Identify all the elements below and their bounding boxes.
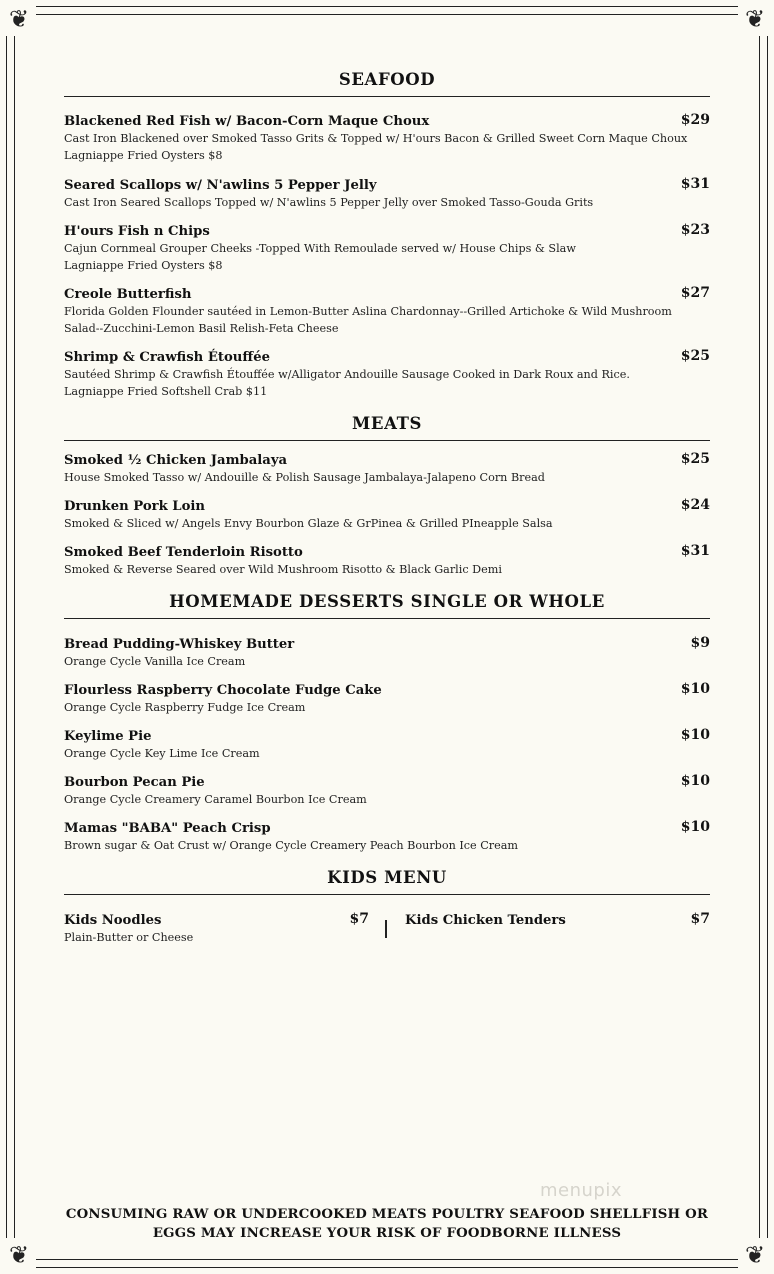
item-description: Plain-Butter or Cheese (64, 931, 194, 944)
item-description: Brown sugar & Oat Crust w/ Orange Cycle Creamery Peach Bourbon Ice Cream (64, 839, 519, 852)
item-description: Orange Cycle Vanilla Ice Cream (64, 655, 246, 668)
section-rule (64, 894, 710, 895)
menu-item (64, 110, 710, 164)
item-name: Smoked Beef Tenderloin Risotto (64, 545, 303, 560)
item-description: Smoked & Reverse Seared over Wild Mushroom Risotto & Black Garlic Demi (64, 563, 502, 576)
item-price: $31 (680, 176, 710, 192)
item-price: $25 (680, 451, 710, 467)
corner-flourish-icon: ❦ (2, 2, 36, 36)
menu-item (64, 633, 710, 670)
item-name: Bread Pudding-Whiskey Butter (64, 637, 295, 652)
food-safety-disclaimer (64, 1205, 710, 1243)
corner-flourish-icon: ❦ (2, 1238, 36, 1272)
item-price: $27 (680, 285, 710, 301)
disclaimer-line: CONSUMING RAW OR UNDERCOOKED MEATS POULTRY SEAFOOD SHELLFISH OR (65, 1207, 709, 1222)
disclaimer-line: EGGS MAY INCREASE YOUR RISK OF FOODBORNE ILLNESS (152, 1226, 622, 1241)
item-addon: Lagniappe Fried Oysters $8 (64, 259, 223, 272)
item-price: $25 (680, 348, 710, 364)
section-rule (64, 440, 710, 441)
menu-item (64, 346, 710, 400)
section-title-seafood: SEAFOOD (338, 70, 436, 89)
item-price: $24 (680, 497, 710, 513)
item-price: $29 (680, 112, 710, 128)
item-description: Cajun Cornmeal Grouper Cheeks -Topped With Remoulade served w/ House Chips & Slaw (64, 242, 576, 255)
item-description: House Smoked Tasso w/ Andouille & Polish Sausage Jambalaya-Jalapeno Corn Bread (64, 471, 545, 484)
item-description: Orange Cycle Key Lime Ice Cream (64, 747, 260, 760)
item-name: Smoked ½ Chicken Jambalaya (64, 453, 288, 468)
section-title-desserts: HOMEMADE DESSERTS SINGLE OR WHOLE (169, 592, 605, 611)
item-price: $10 (680, 727, 710, 743)
item-name: Creole Butterfish (64, 287, 192, 302)
menu-item (64, 541, 710, 578)
corner-flourish-icon: ❦ (738, 1238, 772, 1272)
menu-item (64, 220, 710, 274)
item-price: $31 (680, 543, 710, 559)
section-rule (64, 618, 710, 619)
item-price: $23 (680, 222, 710, 238)
item-name: Drunken Pork Loin (64, 499, 205, 514)
column-divider (385, 920, 387, 938)
menu-item (64, 283, 710, 337)
item-price: $10 (680, 819, 710, 835)
item-description: Sautéed Shrimp & Crawfish Étouffée w/Alligator Andouille Sausage Cooked in Dark Roux and Rice. (64, 368, 630, 381)
menu-item (64, 771, 710, 808)
item-description: Smoked & Sliced w/ Angels Envy Bourbon Glaze & GrPinea & Grilled PIneapple Salsa (64, 517, 553, 530)
item-name: Keylime Pie (64, 729, 152, 744)
item-name: Kids Noodles (64, 913, 162, 928)
section-title-kids: KIDS MENU (327, 868, 447, 887)
section-title-meats: MEATS (352, 414, 422, 433)
item-price: $10 (680, 773, 710, 789)
item-description: Cast Iron Blackened over Smoked Tasso Grits & Topped w/ H'ours Bacon & Grilled Sweet Corn Maque Choux (64, 132, 688, 145)
corner-flourish-icon: ❦ (738, 2, 772, 36)
menu-item (405, 909, 710, 929)
item-name: Seared Scallops w/ N'awlins 5 Pepper Jelly (64, 178, 377, 193)
item-description-continued: Salad--Zucchini-Lemon Basil Relish-Feta Cheese (64, 322, 339, 335)
item-description: Orange Cycle Raspberry Fudge Ice Cream (64, 701, 306, 714)
item-price: $10 (680, 681, 710, 697)
menu-item (64, 725, 710, 762)
item-name: Bourbon Pecan Pie (64, 775, 205, 790)
item-description: Florida Golden Flounder sautéed in Lemon-Butter Aslina Chardonnay--Grilled Artichoke & Wild Mushroom (64, 305, 672, 318)
menu-item (64, 679, 710, 716)
item-price: $9 (690, 635, 710, 651)
item-price: $7 (349, 911, 369, 927)
menu-item (64, 909, 369, 946)
item-description: Orange Cycle Creamery Caramel Bourbon Ice Cream (64, 793, 367, 806)
item-name: Blackened Red Fish w/ Bacon-Corn Maque Choux (64, 114, 430, 129)
item-price: $7 (690, 911, 710, 927)
item-name: Kids Chicken Tenders (405, 913, 566, 928)
item-addon: Lagniappe Fried Oysters $8 (64, 149, 223, 162)
watermark: menupix (540, 1180, 623, 1201)
menu-item (64, 495, 710, 532)
item-name: Flourless Raspberry Chocolate Fudge Cake (64, 683, 382, 698)
item-name: H'ours Fish n Chips (64, 224, 210, 239)
item-name: Mamas "BABA" Peach Crisp (64, 821, 271, 836)
menu-item (64, 449, 710, 486)
item-name: Shrimp & Crawfish Étouffée (64, 350, 270, 365)
item-description: Cast Iron Seared Scallops Topped w/ N'awlins 5 Pepper Jelly over Smoked Tasso-Gouda Grits (64, 196, 594, 209)
menu-item (64, 174, 710, 211)
menu-item (64, 817, 710, 854)
item-addon: Lagniappe Fried Softshell Crab $11 (64, 385, 268, 398)
section-rule (64, 96, 710, 97)
